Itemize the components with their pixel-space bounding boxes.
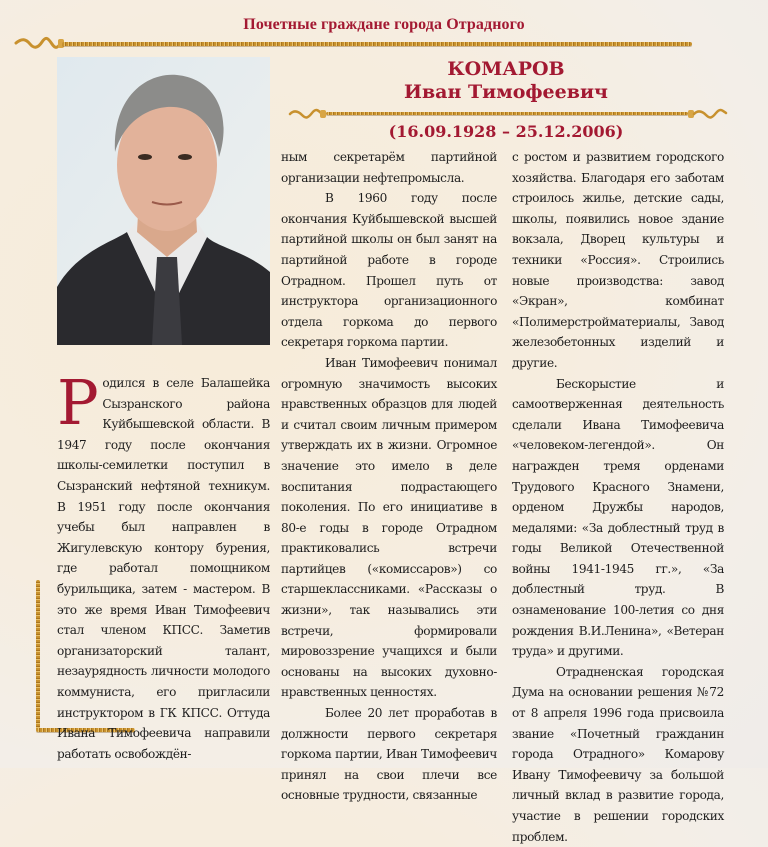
rope-swirl-right-icon xyxy=(686,108,728,120)
life-dates: (16.09.1928 – 25.12.2006) xyxy=(388,122,624,141)
article-paragraph: Отрадненская городская Дума на основании решения №72 от 8 апреля 1996 года присвоила звание «Почетный гражданин города Отрадного» Комарову Ивану Тимофеевичу за большой личный вклад в развитие города, участие в решении городских проблем. xyxy=(512,664,724,844)
article-paragraph: В 1960 году после окончания Куйбышевской высшей партийной школы он был занят на партийной работе в городе Отрадном. Прошел путь от инструктора организационного отдела горкома до первого секретаря горкома партии. xyxy=(281,191,497,350)
article-column-1 xyxy=(57,366,270,764)
paragraph-text: одился в селе Балашейка Сызранского района Куйбышевской области. В 1947 году после окончания школы-семилетки поступил в Сызранский нефтяной техникум. В 1951 году после окончания учебы был направлен в Жигулевскую контору бурения, где работал помощником бурильщика, затем - мастером. В это же время Иван Тимофеевич стал членом КПСС. Заметив организаторский талант, незаурядность личности молодого коммуниста, его пригласили инструктором в ГК КПСС. Оттуда Ивана Тимофеевича направили работать освобождён- xyxy=(57,376,270,761)
portrait-photo xyxy=(57,57,270,345)
name-rope-divider xyxy=(326,112,688,115)
article-paragraph: ным секретарём партийной организации нефтепромысла. xyxy=(281,150,497,185)
article-paragraph: Более 20 лет проработав в должности первого секретаря горкома партии, Иван Тимофеевич принял на свои плечи все основные трудности, связанные xyxy=(281,706,497,803)
article-column-2 xyxy=(281,147,497,806)
rope-swirl-left-icon xyxy=(288,108,328,120)
article-column-3 xyxy=(512,147,724,847)
person-given-name: Иван Тимофеевич xyxy=(404,81,608,103)
article-paragraph xyxy=(57,366,270,764)
person-surname: КОМАРОВ xyxy=(447,58,565,80)
portrait-illustration xyxy=(57,57,270,345)
article-paragraph: Иван Тимофеевич понимал огромную значимость высоких нравственных образцов для людей и считал своим личным примером утверждать их в жизни. Огромное значение это имело в деле воспитания подрастающего поколения. По его инициативе в 80-е годы в городе Отрадном практиковались встречи партийцев («комиссаров») со старшеклассниками. «Рассказы о жизни», так назывались эти встречи, формировали мировоззрение учащихся и были основаны на высоких духовно-нравственных ценностях. xyxy=(281,355,497,700)
article-paragraph: с ростом и развитием городского хозяйства. Благодаря его заботам строилось жилье, детские сады, школы, появились новое здание вокзала, Дворец культуры и техники «Россия». Строились новые производства: завод «Экран», комбинат «Полимерстройматериалы, Завод железобетонных изделий и другие. xyxy=(512,150,724,370)
drop-cap: Р xyxy=(57,366,99,439)
person-name-block xyxy=(286,58,726,104)
rope-swirl-ornament-icon xyxy=(14,36,64,50)
article-paragraph: Бескорыстие и самоотверженная деятельность сделали Ивана Тимофеевича «человеком-легендой». Он награжден тремя орденами Трудового Красного Знамени, орденом Дружбы народов, медалями: «За доблестный труд в годы Великой Отечественной войны 1941-1945 гг.», «За доблестный труд. В ознаменование 100-летия со дня рождения В.И.Ленина», «Ветеран труда» и другими. xyxy=(512,376,724,659)
page-header-title: Почетные граждане города Отрадного xyxy=(243,16,525,33)
left-rope-frame xyxy=(36,580,40,730)
header-rope-divider xyxy=(62,42,692,46)
